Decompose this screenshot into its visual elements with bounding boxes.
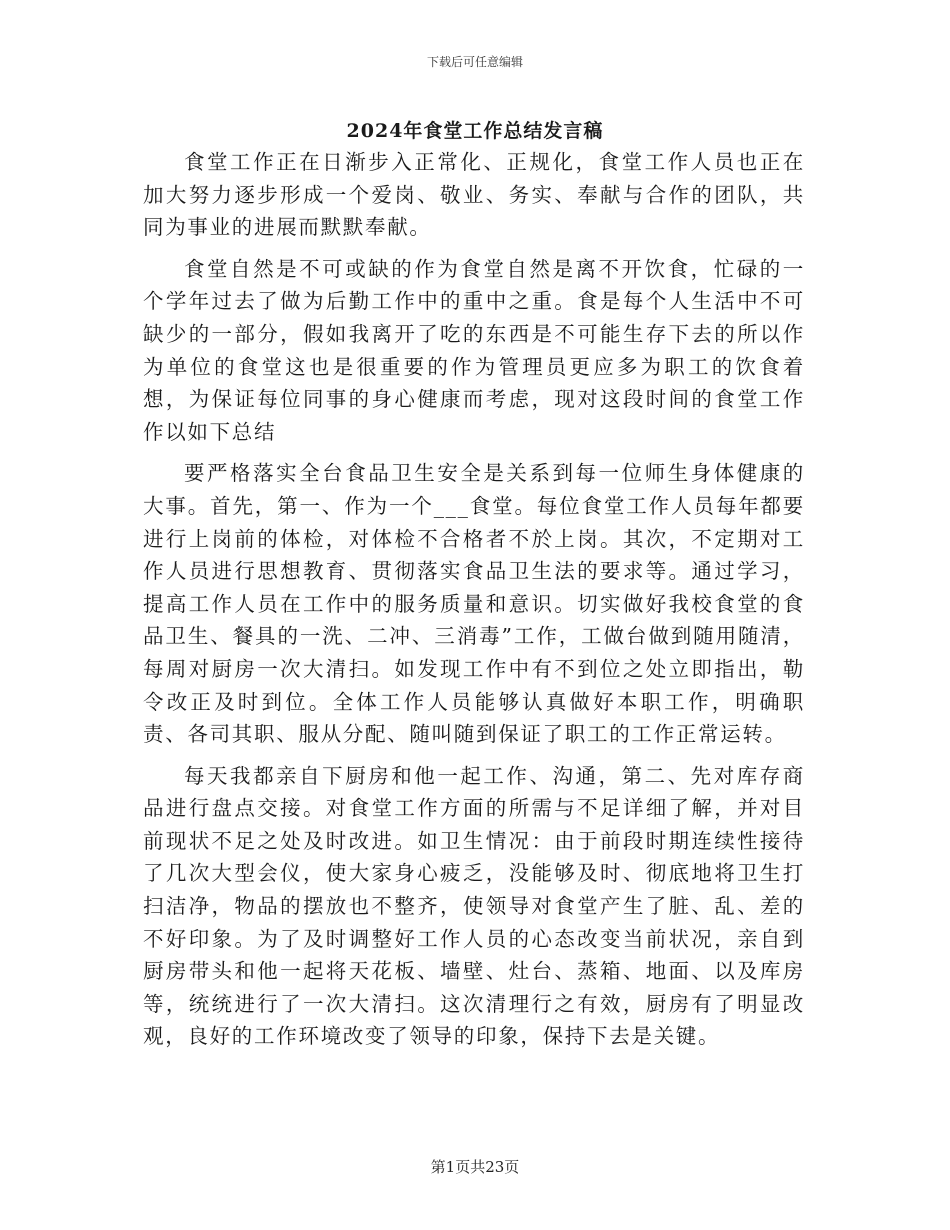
page-header-note: 下载后可任意编辑 [426,55,523,69]
paragraph-food-safety: 要严格落实全台食品卫生安全是关系到每一位师生身体健康的大事。首先，第一、作为一个___食堂。每位食堂工作人员每年都要进行上岗前的体检，对体检不合格者不於上岗。其次，不定期对工作人员进行思想教育、贯彻落实食品卫生法的要求等。通过学习，提高工作人员在工作中的服务质量和意识。切实做好我校食堂的食品卫生、餐具的一洗、二冲、三消毒”工作，工做台做到随用随清，每周对厨房一次大清扫。如发现工作中有不到位之处立即指出，勒令改正及时到位。全体工作人员能够认真做好本职工作，明确职责、各司其职、服从分配、随叫随到保证了职工的工作正常运转。 [143,461,805,747]
document-title: 2024年食堂工作总结发言稿 [346,120,604,142]
paragraph-overview: 食堂自然是不可或缺的作为食堂自然是离不开饮食，忙碌的一个学年过去了做为后勤工作中的重中之重。食是每个人生活中不可缺少的一部分，假如我离开了吃的东西是不可能生存下去的所以作为单位的食堂这也是很重要的作为管理员更应多为职工的饮食着想，为保证每位同事的身心健康而考虑，现对这段时间的食堂工作作以如下总结 [143,256,805,444]
page-number-footer: 第1页共23页 [430,1158,520,1176]
paragraph-intro: 食堂工作正在日渐步入正常化、正规化，食堂工作人员也正在加大努力逐步形成一个爱岗、敬业、务实、奉献与合作的团队，共同为事业的进展而默默奉献。 [143,150,805,240]
paragraph-inventory-hygiene: 每天我都亲自下厨房和他一起工作、沟通，第二、先对库存商品进行盘点交接。对食堂工作方面的所需与不足详细了解，并对目前现状不足之处及时改进。如卫生情况：由于前段时期连续性接待了几次大型会仪，使大家身心疲乏，没能够及时、彻底地将卫生打扫洁净，物品的摆放也不整齐，使领导对食堂产生了脏、乱、差的不好印象。为了及时调整好工作人员的心态改变当前状况，亲自到厨房带头和他一起将天花板、墙壁、灶台、蒸箱、地面、以及库房等，统统进行了一次大清扫。这次清理行之有效，厨房有了明显改观，良好的工作环境改变了领导的印象，保持下去是关键。 [143,763,805,1049]
document-body [143,146,805,1053]
